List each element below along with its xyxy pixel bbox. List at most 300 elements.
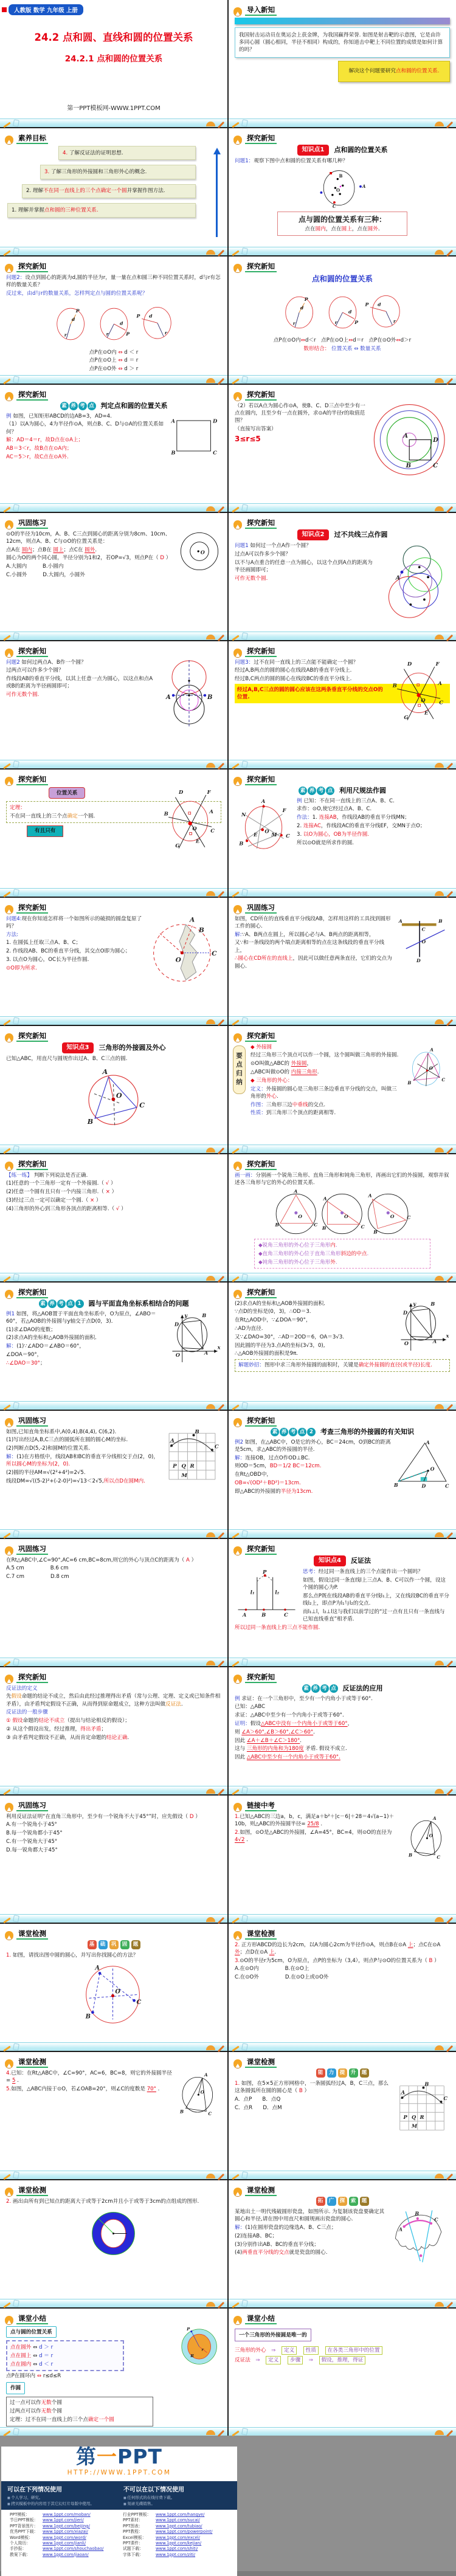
text-span: 如图，在5×5正方形网格中，一条圆弧经过A，B，C三点，那么这条圆弧所在圆的圆心是（ bbox=[235, 2081, 389, 2095]
text-box bbox=[27, 825, 63, 837]
text-span: 例1 bbox=[6, 1310, 15, 1317]
protractor-icon bbox=[206, 1404, 215, 1409]
pencil-left-icon bbox=[232, 1789, 239, 1796]
text-span: 如图，△ABC内接于⊙O，若∠OAB=20°，则∠C的度数是 bbox=[11, 2085, 147, 2092]
link-label: PPT课件： bbox=[123, 2540, 143, 2546]
text-span: 确定 bbox=[67, 813, 78, 819]
svg-text:r: r bbox=[334, 319, 337, 325]
slide-header-label: 巩固练习 bbox=[16, 1417, 48, 1427]
slide-body bbox=[6, 529, 221, 631]
pencil-right-icon bbox=[446, 2045, 453, 2052]
slide-body bbox=[6, 658, 221, 759]
protractor-icon bbox=[435, 2045, 444, 2050]
key-points-tab: 要点归纳 bbox=[233, 1045, 246, 1094]
protractor-icon bbox=[435, 2430, 444, 2435]
slide-3 bbox=[0, 128, 227, 255]
text-span: 位置关系 ⇔ 数量关系 bbox=[330, 345, 381, 352]
figure-plate-diagram bbox=[388, 2208, 450, 2265]
pacman-icon bbox=[233, 1931, 242, 1940]
slide-footer-bar bbox=[229, 375, 456, 384]
site-link[interactable]: www.1ppt.com/shouchaobao/ bbox=[43, 2546, 104, 2552]
figure-rings-diagram bbox=[372, 401, 450, 479]
text-line bbox=[6, 1717, 221, 1724]
pacman-icon bbox=[5, 905, 13, 914]
text-line bbox=[6, 1693, 221, 1707]
text-line bbox=[6, 2372, 221, 2380]
svg-text:O: O bbox=[421, 697, 426, 703]
knowledge-point-row bbox=[235, 1555, 450, 1566]
svg-text:B: B bbox=[430, 1300, 435, 1307]
brand-card bbox=[1, 2447, 237, 2576]
text-line bbox=[235, 1695, 450, 1703]
site-link[interactable]: www.1ppt.com/tubiao/ bbox=[156, 2523, 202, 2529]
svg-text:M: M bbox=[181, 1472, 187, 1479]
pencil-right-icon bbox=[218, 506, 224, 513]
exam-point-row bbox=[235, 1684, 450, 1693]
slide-footer-bar bbox=[0, 375, 227, 384]
edition-badge bbox=[2, 4, 83, 15]
text-span: d ＞ r bbox=[39, 2344, 54, 2350]
pacman-icon bbox=[233, 1290, 242, 1298]
pencil-left-icon bbox=[232, 2046, 239, 2052]
text-span: 两垂直平分线的交点 bbox=[242, 2250, 289, 2256]
compass-icon bbox=[241, 376, 248, 383]
link-label: PPT图表： bbox=[123, 2523, 143, 2529]
text-span: 可作无数个圆. bbox=[6, 692, 40, 698]
slide-header-label: 巩固练习 bbox=[16, 520, 48, 529]
text-line bbox=[282, 215, 403, 225]
pacman-icon bbox=[5, 1546, 13, 1555]
svg-text:C: C bbox=[286, 832, 290, 839]
figure-annulus-diagram bbox=[6, 2206, 221, 2262]
svg-text:D: D bbox=[174, 1320, 179, 1327]
pencil-left-icon bbox=[232, 379, 239, 385]
link-label: PPT教程： bbox=[123, 2529, 143, 2535]
slide-body bbox=[235, 658, 450, 759]
badge-char: 养 bbox=[280, 1428, 288, 1436]
text-span: . bbox=[335, 1259, 337, 1266]
svg-text:B: B bbox=[85, 2013, 91, 2020]
text-line bbox=[258, 1250, 426, 1258]
text-span: . bbox=[181, 1701, 183, 1707]
link-row bbox=[10, 2541, 120, 2546]
text-span: 问题2： bbox=[6, 274, 26, 281]
slide-32 bbox=[229, 1924, 456, 2051]
svg-text:B: B bbox=[164, 810, 168, 817]
badge-number: 2 bbox=[307, 1428, 316, 1436]
text-span: 例 bbox=[6, 413, 12, 419]
slide-33 bbox=[0, 2052, 227, 2179]
text-span: 问题1 bbox=[235, 543, 249, 549]
slide-header bbox=[0, 1026, 227, 1042]
slide-footer-bar bbox=[229, 2427, 456, 2436]
compass-icon bbox=[13, 504, 19, 511]
exam-point-title: 判定点和圆的位置关系 bbox=[100, 402, 168, 410]
slide-header-label: 导入新知 bbox=[245, 7, 277, 16]
text-span: 分别画一个锐角三角形、直角三角形和钝角三角形，再画出它们的外接圆，观察并叙述各三角形与它的外心的位置关系. bbox=[235, 1172, 449, 1186]
slide-header bbox=[0, 1411, 227, 1427]
text-span: A.在⊙O内 B.在⊙O上 bbox=[235, 1966, 309, 1972]
svg-text:A: A bbox=[294, 1188, 298, 1194]
site-link[interactable]: www.1ppt.com/xiazai/ bbox=[43, 2529, 88, 2535]
badge-char: 题 bbox=[360, 2197, 369, 2206]
site-url[interactable]: HTTP://WWW.1PPT.COM bbox=[67, 2469, 171, 2476]
text-span: 不在同一直线上的三个点确定一个圆 bbox=[43, 188, 127, 195]
text-line bbox=[6, 1734, 221, 1741]
text-line bbox=[6, 1197, 221, 1204]
knowledge-point-row bbox=[6, 1042, 221, 1053]
knowledge-point-badge: 知识点3 bbox=[62, 1042, 94, 1053]
site-link[interactable]: www.1ppt.com/jieri/ bbox=[43, 2518, 84, 2523]
text-line bbox=[258, 1259, 426, 1266]
text-span: 3. bbox=[44, 168, 50, 175]
pencil-right-icon bbox=[446, 250, 453, 257]
slide-footer-bar bbox=[229, 760, 456, 768]
text-span: 定义 bbox=[282, 2346, 297, 2355]
text-span: 有且只有 bbox=[35, 828, 56, 835]
text-span: 画一画： bbox=[235, 1172, 256, 1179]
site-link[interactable]: www.1ppt.com/jianli/ bbox=[43, 2540, 86, 2546]
slide-header-label: 巩固练习 bbox=[245, 904, 277, 914]
badge-char: 考 bbox=[320, 1684, 329, 1693]
pacman-icon bbox=[233, 1675, 242, 1683]
svg-text:B: B bbox=[87, 1117, 94, 1126]
text-span: 了解三角形的外接圆和三角形外心的概念. bbox=[49, 168, 147, 175]
text-span: ⊙O即为所求. bbox=[6, 965, 38, 971]
text-span: 问题1： bbox=[235, 158, 254, 165]
figure-three-diagram bbox=[235, 286, 450, 336]
text-line bbox=[10, 2361, 120, 2368]
pacman-icon bbox=[5, 1675, 13, 1683]
svg-text:C: C bbox=[214, 1444, 219, 1450]
text-line bbox=[6, 1188, 221, 1196]
text-span: 过两点可以作多少个圆？ bbox=[6, 667, 64, 674]
text-span: （1）以A为圆心，4为半径作⊙A，则点B、C、D与⊙A的位置关系如何？ bbox=[6, 421, 164, 435]
svg-text:r: r bbox=[292, 320, 295, 326]
pacman-icon bbox=[5, 649, 13, 657]
svg-text:A: A bbox=[430, 1047, 434, 1053]
lesson-subtitle: 24.2.1 点和圆的位置关系 bbox=[64, 54, 163, 64]
text-span: ∠DOA＝90°， bbox=[6, 1352, 43, 1358]
badge-char: 考 bbox=[57, 1300, 66, 1308]
slide-body bbox=[235, 145, 450, 246]
text-line bbox=[6, 1830, 221, 1837]
text-line bbox=[235, 345, 450, 353]
text-span: 反证法的定义 bbox=[6, 1685, 38, 1692]
text-span: 点在圆内 bbox=[10, 2361, 32, 2368]
badge-char: 素 bbox=[60, 402, 69, 410]
text-span: C.有一个锐角大于45° bbox=[6, 1838, 58, 1845]
svg-text:A: A bbox=[398, 918, 402, 924]
slide-header bbox=[229, 1411, 456, 1427]
exam-point-badge bbox=[271, 1428, 316, 1436]
text-span: B bbox=[429, 1957, 433, 1964]
text-span: 4. bbox=[6, 2070, 12, 2076]
slide-35 bbox=[0, 2180, 227, 2307]
pencil-right-icon bbox=[218, 891, 224, 898]
text-span: 位置关系 bbox=[57, 790, 78, 796]
pencil-left-icon bbox=[3, 1533, 10, 1539]
slide-footer-bar bbox=[229, 1401, 456, 1410]
svg-text:B: B bbox=[195, 1429, 199, 1436]
text-line bbox=[10, 2385, 21, 2392]
text-span: (2)连接AB、BC； bbox=[235, 2233, 278, 2239]
slide-header-label: 探究新知 bbox=[16, 1033, 48, 1042]
text-span: 求作：⊙O,使它经过点A、B、C. bbox=[297, 806, 372, 813]
exam-point-row bbox=[6, 1299, 221, 1309]
text-line bbox=[6, 1685, 221, 1692]
text-span: ） bbox=[193, 1813, 201, 1820]
svg-text:d: d bbox=[300, 305, 303, 311]
slide-header-label: 课堂检测 bbox=[16, 2059, 48, 2068]
link-label: 试题下载： bbox=[123, 2546, 143, 2552]
slide-header bbox=[229, 641, 456, 657]
slide-footer-bar bbox=[0, 2427, 227, 2436]
slide-header-label: 探究新知 bbox=[245, 776, 277, 786]
text-span: (1)∵∠ADO＝∠ABO＝60°， bbox=[16, 1343, 85, 1350]
text-line bbox=[235, 1703, 450, 1710]
site-link[interactable]: www.1ppt.com/sucai/ bbox=[156, 2518, 200, 2523]
section-badge-row bbox=[235, 2068, 450, 2078]
slide-6 bbox=[229, 257, 456, 384]
badge-char: 升 bbox=[349, 2068, 358, 2078]
text-span: 例 bbox=[235, 1695, 240, 1702]
text-span: ⇔ bbox=[118, 366, 123, 373]
pacman-icon bbox=[5, 1033, 13, 1042]
site-link[interactable]: www.1ppt.com/shiti/ bbox=[156, 2546, 198, 2552]
site-link[interactable]: www.1ppt.com/beijing/ bbox=[43, 2523, 90, 2529]
svg-text:r: r bbox=[201, 2347, 204, 2352]
pencil-right-icon bbox=[218, 635, 224, 641]
slide-36 bbox=[229, 2180, 456, 2307]
slide-footer-bar bbox=[0, 1914, 227, 1923]
figure-proofline-diagram bbox=[235, 1568, 299, 1622]
text-span: . bbox=[300, 1737, 302, 1744]
slide-header-label: 探究新知 bbox=[16, 648, 48, 658]
svg-text:A: A bbox=[368, 1193, 372, 1199]
site-link[interactable]: www.1ppt.com/powerpoint/ bbox=[156, 2529, 213, 2535]
text-span: 解： bbox=[6, 437, 17, 444]
pacman-icon bbox=[233, 2316, 242, 2324]
pencil-right-icon bbox=[218, 2045, 224, 2052]
text-span: . bbox=[319, 1820, 323, 1827]
cannot-use-column bbox=[123, 2484, 231, 2507]
text-span: (4)三角形的外心到三角形各顶点的距离相等.（ bbox=[6, 1205, 116, 1212]
text-span: 【练一练】 bbox=[6, 1172, 32, 1179]
pacman-icon bbox=[233, 2188, 242, 2196]
links-left bbox=[10, 2512, 120, 2558]
badge-char: 点 bbox=[326, 787, 334, 795]
slide-body bbox=[6, 2325, 221, 2426]
text-span: 上 bbox=[269, 1949, 275, 1955]
text-span: 利用反证法证明“在直角三角形中，至少有一个锐角不大于45°”时，应先假设（ bbox=[6, 1813, 190, 1820]
svg-text:B: B bbox=[180, 2109, 184, 2115]
text-span: 作线段AB的垂直平分线，以其上任意一点为圆心，以这点和点A或B的距离为半径画圆即可； bbox=[6, 676, 153, 690]
pencil-left-icon bbox=[232, 250, 239, 257]
text-span: △ABC中至少有一个内角小于或等于60°. bbox=[246, 1754, 340, 1761]
text-span: 解决这个问题要研究 bbox=[348, 68, 396, 75]
slide-header bbox=[229, 2180, 456, 2196]
text-span: 连接AB bbox=[319, 814, 337, 821]
text-span: . bbox=[95, 546, 97, 553]
site-link[interactable]: www.1ppt.com/jiaoan/ bbox=[43, 2552, 89, 2557]
protractor-icon bbox=[435, 1917, 444, 1922]
site-link[interactable]: www.1ppt.com/hangye/ bbox=[156, 2512, 205, 2517]
slide-header bbox=[229, 1283, 456, 1298]
pencil-left-icon bbox=[232, 1533, 239, 1539]
exam-point-row bbox=[235, 786, 450, 796]
site-link[interactable]: www.1ppt.com/word/ bbox=[43, 2535, 86, 2540]
link-label: PPT背景图片： bbox=[10, 2523, 38, 2529]
pencil-left-icon bbox=[3, 379, 10, 385]
slide-footer-bar bbox=[229, 119, 456, 127]
slide-body bbox=[235, 529, 450, 631]
slide-23 bbox=[0, 1411, 227, 1538]
compass-icon bbox=[241, 2043, 248, 2050]
protractor-icon bbox=[206, 763, 215, 768]
pacman-icon bbox=[5, 1162, 13, 1170]
compass-icon bbox=[13, 376, 19, 383]
pencil-right-icon bbox=[446, 2302, 453, 2309]
source-site-label: 第一PPT模板网-WWW.1PPT.COM bbox=[67, 105, 161, 112]
text-span: 圆外 bbox=[85, 546, 95, 553]
text-span: 如图，⊙O是△ABC的外接圆，∠A=45°，BC=4，则⊙O的直径为 bbox=[240, 1829, 392, 1836]
text-span: d ＞ r bbox=[122, 366, 139, 373]
pencil-left-icon bbox=[3, 763, 10, 770]
slide-footer-bar bbox=[229, 247, 456, 255]
slide-header bbox=[0, 2309, 227, 2324]
slide-header bbox=[0, 1154, 227, 1170]
slide-1 bbox=[0, 0, 227, 127]
slide-header-label: 巩固练习 bbox=[16, 1802, 48, 1812]
link-label: PPT素材： bbox=[123, 2518, 143, 2523]
pencil-left-icon bbox=[3, 1020, 10, 1026]
text-span bbox=[319, 2347, 325, 2354]
pencil-left-icon bbox=[3, 1405, 10, 1411]
text-span: 解： bbox=[6, 1343, 17, 1350]
pencil-right-icon bbox=[446, 1661, 453, 1667]
figure-gridarc-diagram bbox=[394, 2080, 450, 2136]
site-link[interactable]: www.1ppt.com/ziti/ bbox=[156, 2552, 196, 2557]
text-line bbox=[235, 1941, 450, 1956]
text-span: 我国射击运动员在奥运会上获金牌，为我国赢得荣誉. 如图是射击靶的示意图，它是由许多同心圆（圆心相同，半径不相同）构成的，你知道击中靶上不同位置的成绩是如何计算的吗？ bbox=[239, 32, 443, 53]
svg-text:B: B bbox=[373, 1229, 378, 1235]
slide-header-label: 探究新知 bbox=[245, 1674, 277, 1684]
protractor-icon bbox=[435, 1789, 444, 1794]
text-span: ∵A、B两点在圆上，所以圆心必与A、B两点的距离相等， bbox=[241, 931, 375, 938]
protractor-icon bbox=[435, 763, 444, 768]
slide-body bbox=[235, 1555, 450, 1657]
svg-text:C: C bbox=[434, 2217, 438, 2223]
text-span: BD＝1/2 BC＝12cm. bbox=[269, 1463, 322, 1470]
badge-char: 提 bbox=[338, 2068, 347, 2078]
site-link[interactable]: www.1ppt.com/moban/ bbox=[43, 2512, 91, 2517]
text-span: 经过同一条直线上的三个点能作出一个圆吗？ bbox=[318, 1569, 423, 1576]
text-line bbox=[10, 2344, 120, 2351]
slide-footer-bar bbox=[0, 1401, 227, 1410]
protractor-icon bbox=[435, 1019, 444, 1024]
text-span: 3. bbox=[235, 1957, 240, 1964]
text-span: 解: bbox=[235, 931, 242, 938]
text-span: A.有一个锐角小于45° bbox=[6, 1822, 57, 1828]
pencil-right-icon bbox=[446, 891, 453, 898]
link-row bbox=[10, 2535, 120, 2541]
svg-text:O: O bbox=[200, 2089, 204, 2095]
text-span: ◆ 外接圆 bbox=[250, 1044, 272, 1050]
text-span: 4√2 bbox=[235, 1836, 245, 1843]
text-line bbox=[250, 1101, 450, 1109]
figure-perp-diagram bbox=[390, 658, 450, 723]
protractor-icon bbox=[206, 2430, 215, 2435]
pacman-icon bbox=[233, 777, 242, 785]
compass-icon bbox=[13, 1658, 19, 1665]
text-line bbox=[12, 207, 192, 214]
svg-text:l₁: l₁ bbox=[250, 1589, 255, 1596]
slide-header bbox=[229, 1924, 456, 1940]
compass-icon bbox=[241, 1786, 248, 1794]
text-span: (3)分别作出AB、BC的垂直平分线； bbox=[235, 2241, 319, 2248]
text-line bbox=[239, 2332, 307, 2339]
slide-footer-bar bbox=[0, 2299, 227, 2307]
text-line bbox=[6, 274, 221, 289]
slide-header bbox=[229, 128, 456, 144]
slide-header-label: 探究新知 bbox=[16, 391, 48, 401]
text-box bbox=[235, 27, 450, 58]
text-span: 如图，请找出图中圆的圆心，并写出你找圆心的方法？ bbox=[11, 1952, 139, 1958]
slide-footer-bar bbox=[229, 1273, 456, 1281]
pacman-icon bbox=[233, 1418, 242, 1427]
text-span: 不在同一直线上的三个点 bbox=[10, 813, 67, 819]
pencil-right-icon bbox=[218, 1917, 224, 1924]
pencil-right-icon bbox=[218, 1404, 224, 1411]
lesson-title: 24.2 点和圆、直线和圆的位置关系 bbox=[34, 32, 193, 43]
site-link[interactable]: www.1ppt.com/excel/ bbox=[156, 2535, 200, 2540]
link-label: Word模板： bbox=[10, 2535, 33, 2540]
text-span: AD＝4＝r，故D点在⊙A上； bbox=[16, 437, 84, 444]
slide-header-label: 课堂检测 bbox=[16, 1930, 48, 1940]
text-span: 在Rt△OBD中， bbox=[235, 1472, 272, 1478]
site-link[interactable]: www.1ppt.com/kejian/ bbox=[156, 2540, 202, 2546]
link-label: 字体下载： bbox=[123, 2552, 143, 2557]
can-use-column bbox=[7, 2484, 115, 2507]
text-span: C.在⊙O外 D.在⊙O上或⊙O外 bbox=[235, 1974, 329, 1981]
compass-icon bbox=[241, 760, 248, 768]
text-span: ⇔ bbox=[36, 2373, 42, 2380]
svg-text:C: C bbox=[439, 699, 443, 706]
text-span: 又∵和一条线段的两个端点距离相等的点在这条线段的垂直平分线上， bbox=[235, 940, 385, 954]
text-span: ） bbox=[109, 1180, 116, 1187]
slide-header-label: 课堂检测 bbox=[16, 2187, 48, 2197]
pencil-left-icon bbox=[232, 1918, 239, 1924]
text-span: 结论不成立 bbox=[38, 1718, 65, 1724]
text-span: 过两点可以作 bbox=[10, 2408, 41, 2414]
protractor-icon bbox=[206, 1917, 215, 1922]
text-span: 现在你知道怎样将一个如图所示的破损的圆盘复原了吗？ bbox=[6, 915, 142, 929]
slide-footer-bar bbox=[229, 632, 456, 640]
pacman-icon bbox=[5, 2188, 13, 2196]
svg-text:D: D bbox=[421, 1483, 426, 1489]
slide-footer-bar bbox=[0, 632, 227, 640]
slide-header bbox=[0, 770, 227, 785]
pencil-right-icon bbox=[218, 763, 224, 770]
text-line bbox=[6, 349, 221, 356]
protractor-icon bbox=[206, 1532, 215, 1537]
svg-text:P: P bbox=[364, 301, 368, 308]
text-line bbox=[235, 2356, 450, 2364]
text-span: 反证法 bbox=[235, 2357, 250, 2363]
text-span: ；点C在⊙A bbox=[413, 1941, 441, 1948]
badge-char: 考 bbox=[317, 787, 325, 795]
